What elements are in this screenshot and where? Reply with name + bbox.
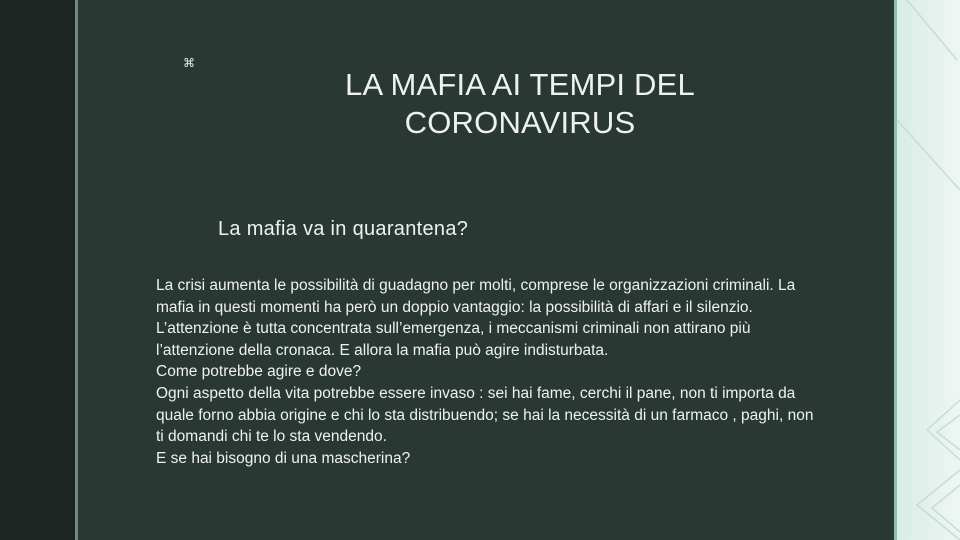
left-panel	[0, 0, 75, 540]
body-paragraph: E se hai bisogno di una mascherina?	[156, 449, 411, 467]
decorative-chevron-lines	[897, 0, 960, 540]
body-paragraph: Come potrebbe agire e dove?	[156, 363, 362, 381]
slide-title: LA MAFIA AI TEMPI DEL CORONAVIRUS	[345, 67, 695, 140]
body-text	[156, 275, 820, 469]
body-paragraph: Ogni aspetto della vita potrebbe essere invaso : sei hai fame, cerchi il pane, non ti importa da quale forno abbia origine e chi lo sta distribuendo; se hai la necessità di un farmaco , paghi, non ti domandi chi te lo sta vendendo.	[156, 384, 814, 446]
body-paragraph: La crisi aumenta le possibilità di guadagno per molti, comprese le organizzazioni criminali. La mafia in questi momenti ha però un doppio vantaggio: la possibilità di affari e il silenzio. L’attenzione è tutta concentrata sull’emergenza, i meccanismi criminali non attirano più l’attenzione della cronaca. E allora la mafia può agire indisturbata.	[156, 277, 796, 359]
slide-subtitle: La mafia va in quarantena?	[218, 218, 469, 240]
command-icon: ⌘	[183, 56, 195, 70]
